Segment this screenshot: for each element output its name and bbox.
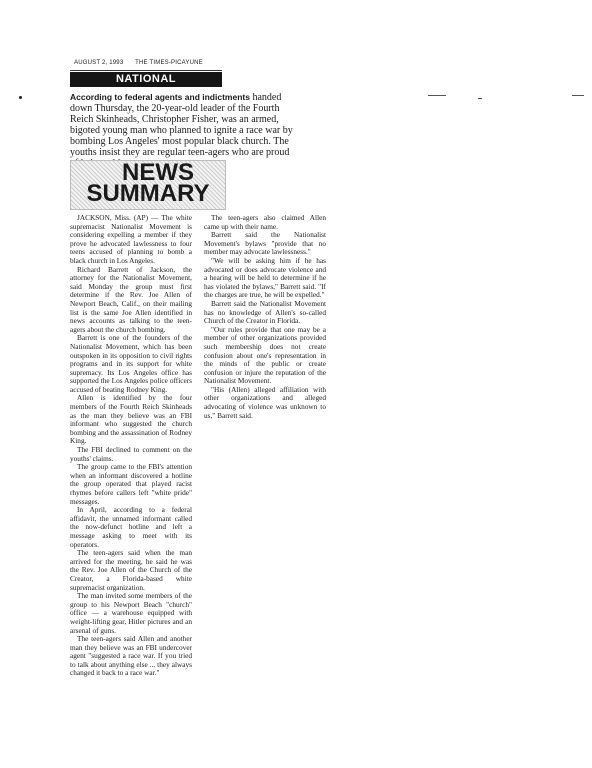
article-paragraph: The teen-agers said when the man arrived for the meeting, he said he was the Rev. Joe Allen of the Church of the Creator, a Florida-based white supremacist organization. [70,548,192,592]
scan-mark [428,95,446,96]
article-paragraph: Barrett said the Nationalist Movement has no knowledge of Allen's so-called Church of the Creator in Florida. [204,298,326,326]
page-header [74,60,213,66]
article-paragraph: "Our rules provide that one may be a member of other organizations provided such membership does not create confusion about one's representation in the minds of the public or create confusion or injure the reputation of the Nationalist Movement. [204,324,326,386]
article-body [70,214,326,684]
article-paragraph: Barrett said the Nationalist Movement's bylaws "provide that no member may advocate lawlessness." [204,230,326,257]
publication-name: THE TIMES-PICAYUNE [135,60,203,66]
header-rule [70,70,222,71]
logo-line-summary: SUMMARY [86,180,210,207]
article-paragraph: The teen-agers also claimed Allen came up with their name. [204,213,326,231]
article-paragraph: In April, according to a federal affidavit, the unnamed informant called the now-defunct hotline and left a message asking to meet with its operators. [70,505,192,549]
article-paragraph: Richard Barrett of Jackson, the attorney for the Nationalist Movement, said Monday the group must first determine if the Rev. Joe Allen of Newport Beach, Calif., on their mailing list is the same Joe Allen identified in news accounts as talking to the teen-agers about the church bombing. [70,264,192,334]
article-paragraph: Allen is identified by the four members of the Fourth Reich Skinheads as the man they believe was an FBI informant who suggested the church bombing and the assassination of Rodney King. [70,393,192,446]
issue-date: AUGUST 2, 1993 [74,60,124,66]
news-summary-logo [70,160,226,210]
article-paragraph: The man invited some members of the group to his Newport Beach "church" office — a warehouse equipped with weight-lifting gear, Hitler pictures and an arsenal of guns. [70,591,192,635]
section-banner: NATIONAL [70,72,222,87]
article-paragraph: "We will be asking him if he has advocated or does advocate violence and a hearing will be held to determine if he has violated the bylaws," Barrett said. "If the charges are true, he will be expelled." [204,255,326,300]
article-paragraph: JACKSON, Miss. (AP) — The white supremacist Nationalist Movement is considering expelling a member if they prove he advocated lawlessness to four teens accused of planning to bomb a black church in Los Angeles. [70,213,192,265]
lede-text: handed down Thursday, the 20-year-old leader of the Fourth Reich Skinheads, Christopher Fisher, was an armed, bigoted young man who planned to ignite a race war by bombing Los Angeles' most popular black church. The youths insist they are regular teen-agers who are proud [70,92,293,158]
scan-speck [19,96,22,99]
logo-line-news: NEWS [122,160,194,186]
article-paragraph: The teen-agers said Allen and another man they believe was an FBI undercover agent "suggested a race war. If you tried to talk about anything else ... they always changed it back to a race war." [70,634,192,678]
article-paragraph: The FBI declined to comment on the youths' claims. [70,445,192,463]
scan-mark [478,98,482,99]
lede-bold-lead: According to federal agents and indictments [70,92,250,102]
article-paragraph: Barrett is one of the founders of the Nationalist Movement, which has been outspoken in its opposition to civil rights programs and in its support for white supremacy. Its Los Angeles office has supported the Los Angeles police officers accused of beating Rodney King. [70,333,192,394]
article-paragraph: The group came to the FBI's attention when an informant discovered a hotline the group operated that played racist rhymes before callers left "white pride" messages. [70,462,192,506]
scan-mark [572,95,584,96]
article-paragraph: "His (Allen) alleged affiliation with other organizations and alleged advocating of violence was unknown to us," Barrett said. [204,384,326,420]
lede-paragraph [70,92,300,169]
